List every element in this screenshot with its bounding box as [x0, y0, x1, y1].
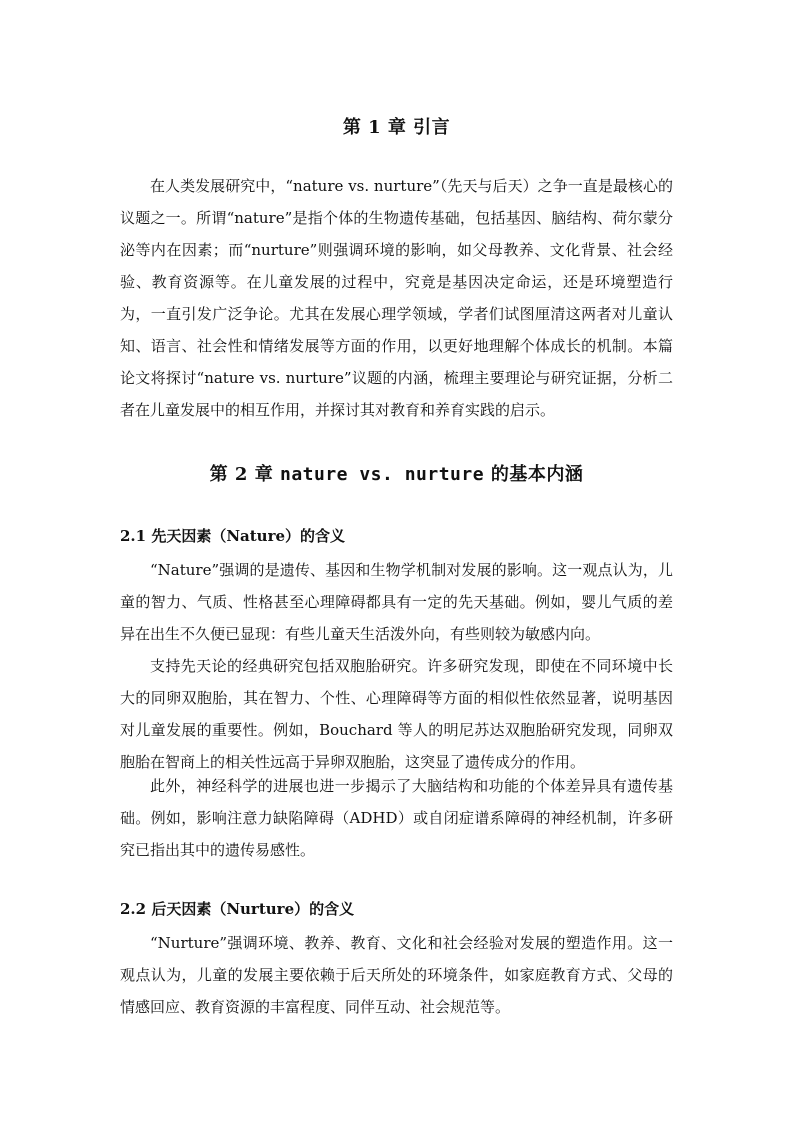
section-2-2-paragraph-1: “Nurture”强调环境、教养、教育、文化和社会经验对发展的塑造作用。这一观点认为，儿童的发展主要依赖于后天所处的环境条件，如家庭教育方式、父母的情感回应、教育资源的丰富程度、同伴互动、社会规范等。	[120, 934, 673, 1016]
chapter-1-title: 第 1 章 引言	[342, 117, 451, 138]
chapter-2-title-prefix: 第 2 章	[209, 464, 280, 485]
chapter-2-title-suffix: 的基本内涵	[484, 464, 584, 485]
section-2-1-paragraph-1: “Nature”强调的是遗传、基因和生物学机制对发展的影响。这一观点认为，儿童的智力、气质、性格甚至心理障碍都具有一定的先天基础。例如，婴儿气质的差异在出生不久便已显现：有些儿童天生活泼外向，有些则较为敏感内向。	[120, 561, 673, 643]
section-2-1-title: 2.1 先天因素（Nature）的含义	[120, 527, 346, 545]
section-2-1-paragraph-3: 此外，神经科学的进展也进一步揭示了大脑结构和功能的个体差异具有遗传基础。例如，影响注意力缺陷障碍（ADHD）或自闭症谱系障碍的神经机制，许多研究已指出其中的遗传易感性。	[120, 777, 673, 859]
chapter-2-title	[120, 460, 673, 486]
section-2-1-paragraph-2: 支持先天论的经典研究包括双胞胎研究。许多研究发现，即使在不同环境中长大的同卵双胞胎，其在智力、个性、心理障碍等方面的相似性依然显著，说明基因对儿童发展的重要性。例如，Bouchard 等人的明尼苏达双胞胎研究发现，同卵双胞胎在智商上的相关性远高于异卵双胞胎，这突显了遗传成分的作用。	[120, 657, 673, 771]
chapter-2-title-term: nature vs. nurture	[279, 464, 485, 485]
chapter-1-paragraph: 在人类发展研究中，“nature vs. nurture”（先天与后天）之争一直是最核心的议题之一。所谓“nature”是指个体的生物遗传基础，包括基因、脑结构、荷尔蒙分泌等内在因素；而“nurture”则强调环境的影响，如父母教养、文化背景、社会经验、教育资源等。在儿童发展的过程中，究竟是基因决定命运，还是环境塑造行为，一直引发广泛争论。尤其在发展心理学领域，学者们试图厘清这两者对儿童认知、语言、社会性和情绪发展等方面的作用，以更好地理解个体成长的机制。本篇论文将探讨“nature vs. nurture”议题的内涵，梳理主要理论与研究证据，分析二者在儿童发展中的相互作用，并探讨其对教育和养育实践的启示。	[120, 177, 673, 419]
section-2-2-title: 2.2 后天因素（Nurture）的含义	[120, 900, 355, 918]
